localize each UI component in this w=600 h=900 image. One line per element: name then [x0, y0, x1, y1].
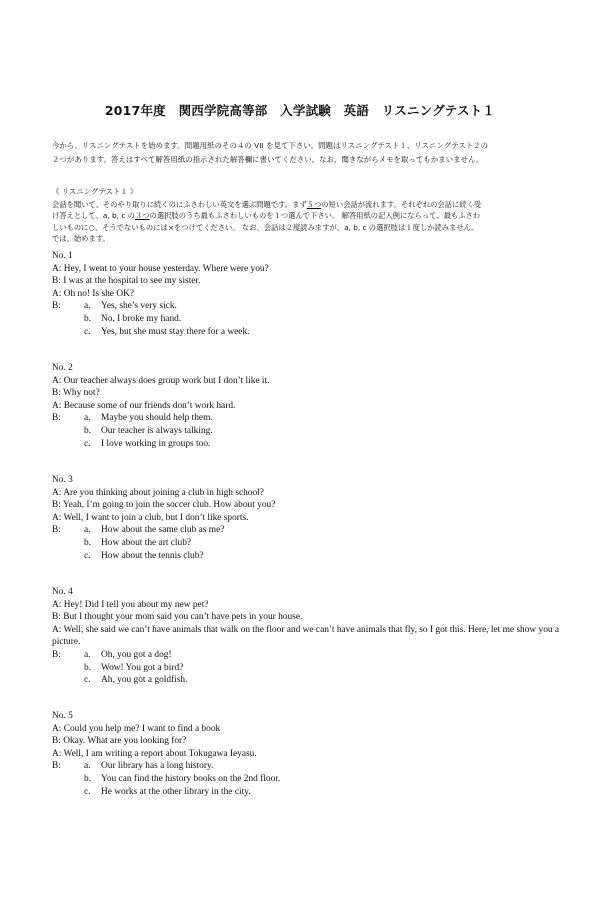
option-text: I love working in groups too.: [101, 438, 211, 449]
dialogue-line: B: But I thought your mom said you can’t have pets in your house.: [52, 612, 303, 623]
option-letter: a.: [84, 525, 91, 536]
option-letter: a.: [84, 649, 91, 660]
section-heading: 《 リスニングテスト１ 》: [52, 187, 138, 196]
dialogue-line: A: Could you help me? I want to find a book: [52, 723, 221, 734]
question-number: No. 2: [52, 363, 73, 373]
answer-option: [52, 786, 562, 799]
option-text: Yes, but she must stay there for a week.: [101, 326, 250, 337]
option-letter: b.: [84, 313, 92, 324]
answer-option: [52, 313, 562, 326]
intro-line: 今から、リスニングテストを始めます。問題用紙のその４の VII を見て下さい。問題はリスニングテスト１、リスニングテスト２の: [52, 141, 489, 150]
question-block: [52, 362, 562, 450]
dialogue-line: B: Okay. What are you looking for?: [52, 736, 187, 747]
option-letter: a.: [84, 761, 91, 772]
option-text: Our library has a long history.: [101, 761, 214, 772]
answer-option: [52, 425, 562, 438]
option-text: Ah, you got a goldfish.: [101, 675, 188, 686]
instructions-line: け答えとして、a, b, c の３つの選択肢のうち最もふさわしいものを１つ選んで下さい。 解答用紙の記入例にならって、最もふさわ: [52, 211, 481, 221]
answer-option: [52, 773, 562, 786]
instructions-line: 会話を聞いて、そのやり取りに続くのにふさわしい英文を選ぶ問題です。まず５つの短い会話が流れます。それぞれの会話に続く受: [52, 200, 482, 209]
underlined-count: ５つ: [306, 200, 322, 209]
option-letter: a.: [84, 301, 91, 312]
answer-option: [52, 300, 562, 313]
option-text: Maybe you should help them.: [101, 413, 213, 424]
option-letter: c.: [84, 786, 91, 797]
option-letter: b.: [84, 537, 92, 548]
option-letter: b.: [84, 773, 92, 784]
dialogue-line: A: Well, I am writing a report about Tokugawa Ieyasu.: [52, 748, 257, 759]
answer-option: [52, 537, 562, 550]
speaker-label: B:: [52, 761, 61, 772]
option-text: You can find the history books on the 2nd floor.: [101, 773, 281, 784]
option-text: Yes, she’s very sick.: [101, 301, 177, 312]
option-text: How about the same club as me?: [101, 525, 225, 536]
option-text: Our teacher is always talking.: [101, 425, 213, 436]
option-text: Oh, you got a dog!: [101, 649, 172, 660]
question-number: No. 3: [52, 475, 73, 485]
option-letter: b.: [84, 425, 92, 436]
instructions-line: しいものに○、そうでないものには×をつけてください。 なお、会話は２度読みますが、a, b, c の選択肢は１度しか読みません。: [52, 222, 479, 232]
dialogue-line: B: I was at the hospital to see my sister.: [52, 276, 201, 287]
option-text: He works at the other library in the city.: [101, 786, 251, 797]
dialogue-line: A: Well, I want to join a club, but I don’t like sports.: [52, 512, 249, 523]
speaker-label: B:: [52, 301, 61, 312]
dialogue-line: A: Oh no! Is she OK?: [52, 288, 135, 299]
speaker-label: B:: [52, 525, 61, 536]
option-letter: c.: [84, 675, 91, 686]
option-letter: a.: [84, 413, 91, 424]
answer-option: [52, 550, 562, 563]
answer-option: [52, 438, 562, 451]
option-text: No, I broke my hand.: [101, 313, 182, 324]
option-text: How about the art club?: [101, 537, 192, 548]
page-title: 2017年度 関西学院高等部 入学試験 英語 リスニングテスト１: [104, 103, 496, 118]
answer-option: [52, 649, 562, 662]
underlined-count: ３つ: [134, 211, 150, 221]
dialogue-line: A: Our teacher always does group work but I don’t like it.: [52, 375, 270, 386]
option-text: How about the tennis club?: [101, 550, 204, 561]
option-letter: c.: [84, 550, 91, 561]
question-number: No. 4: [52, 587, 73, 597]
option-letter: c.: [84, 326, 91, 337]
question-block: [52, 250, 562, 338]
answer-option: [52, 674, 562, 687]
speaker-label: B:: [52, 649, 61, 660]
dialogue-line: A: Hey! Did I tell you about my new pet?: [52, 599, 209, 610]
answer-option: [52, 662, 562, 675]
dialogue-line: A: Well, she said we can’t have animals that walk on the floor and we can’t have animals that fly, so I got this. Here, let me show you a picture.: [52, 624, 560, 648]
option-letter: b.: [84, 662, 92, 673]
dialogue-line: B: Yeah, I’m going to join the soccer club. How about you?: [52, 500, 276, 511]
answer-option: [52, 524, 562, 537]
question-block: [52, 710, 562, 798]
dialogue-line: A: Hey, I went to your house yesterday. Where were you?: [52, 263, 269, 274]
answer-option: [52, 760, 562, 773]
option-letter: c.: [84, 438, 91, 449]
dialogue-line: B: Why not?: [52, 388, 100, 399]
answer-option: [52, 412, 562, 425]
dialogue-line: A: Are you thinking about joining a club in high school?: [52, 487, 264, 498]
question-block: [52, 586, 562, 687]
intro-paragraph: [52, 139, 552, 166]
question-number: No. 5: [52, 711, 73, 721]
speaker-label: B:: [52, 413, 61, 424]
instructions-paragraph: [52, 199, 558, 244]
intro-line: ２つがあります。答えはすべて解答用紙の指示された解答欄に書いてください。なお、聞きながらメモを取ってもかまいません。: [52, 154, 484, 164]
instructions-line: では、始めます。: [52, 233, 110, 243]
option-text: Wow! You got a bird?: [101, 662, 184, 673]
question-block: [52, 474, 562, 562]
dialogue-line: A: Because some of our friends don’t work hard.: [52, 400, 236, 411]
question-number: No. 1: [52, 251, 73, 261]
answer-option: [52, 326, 562, 339]
